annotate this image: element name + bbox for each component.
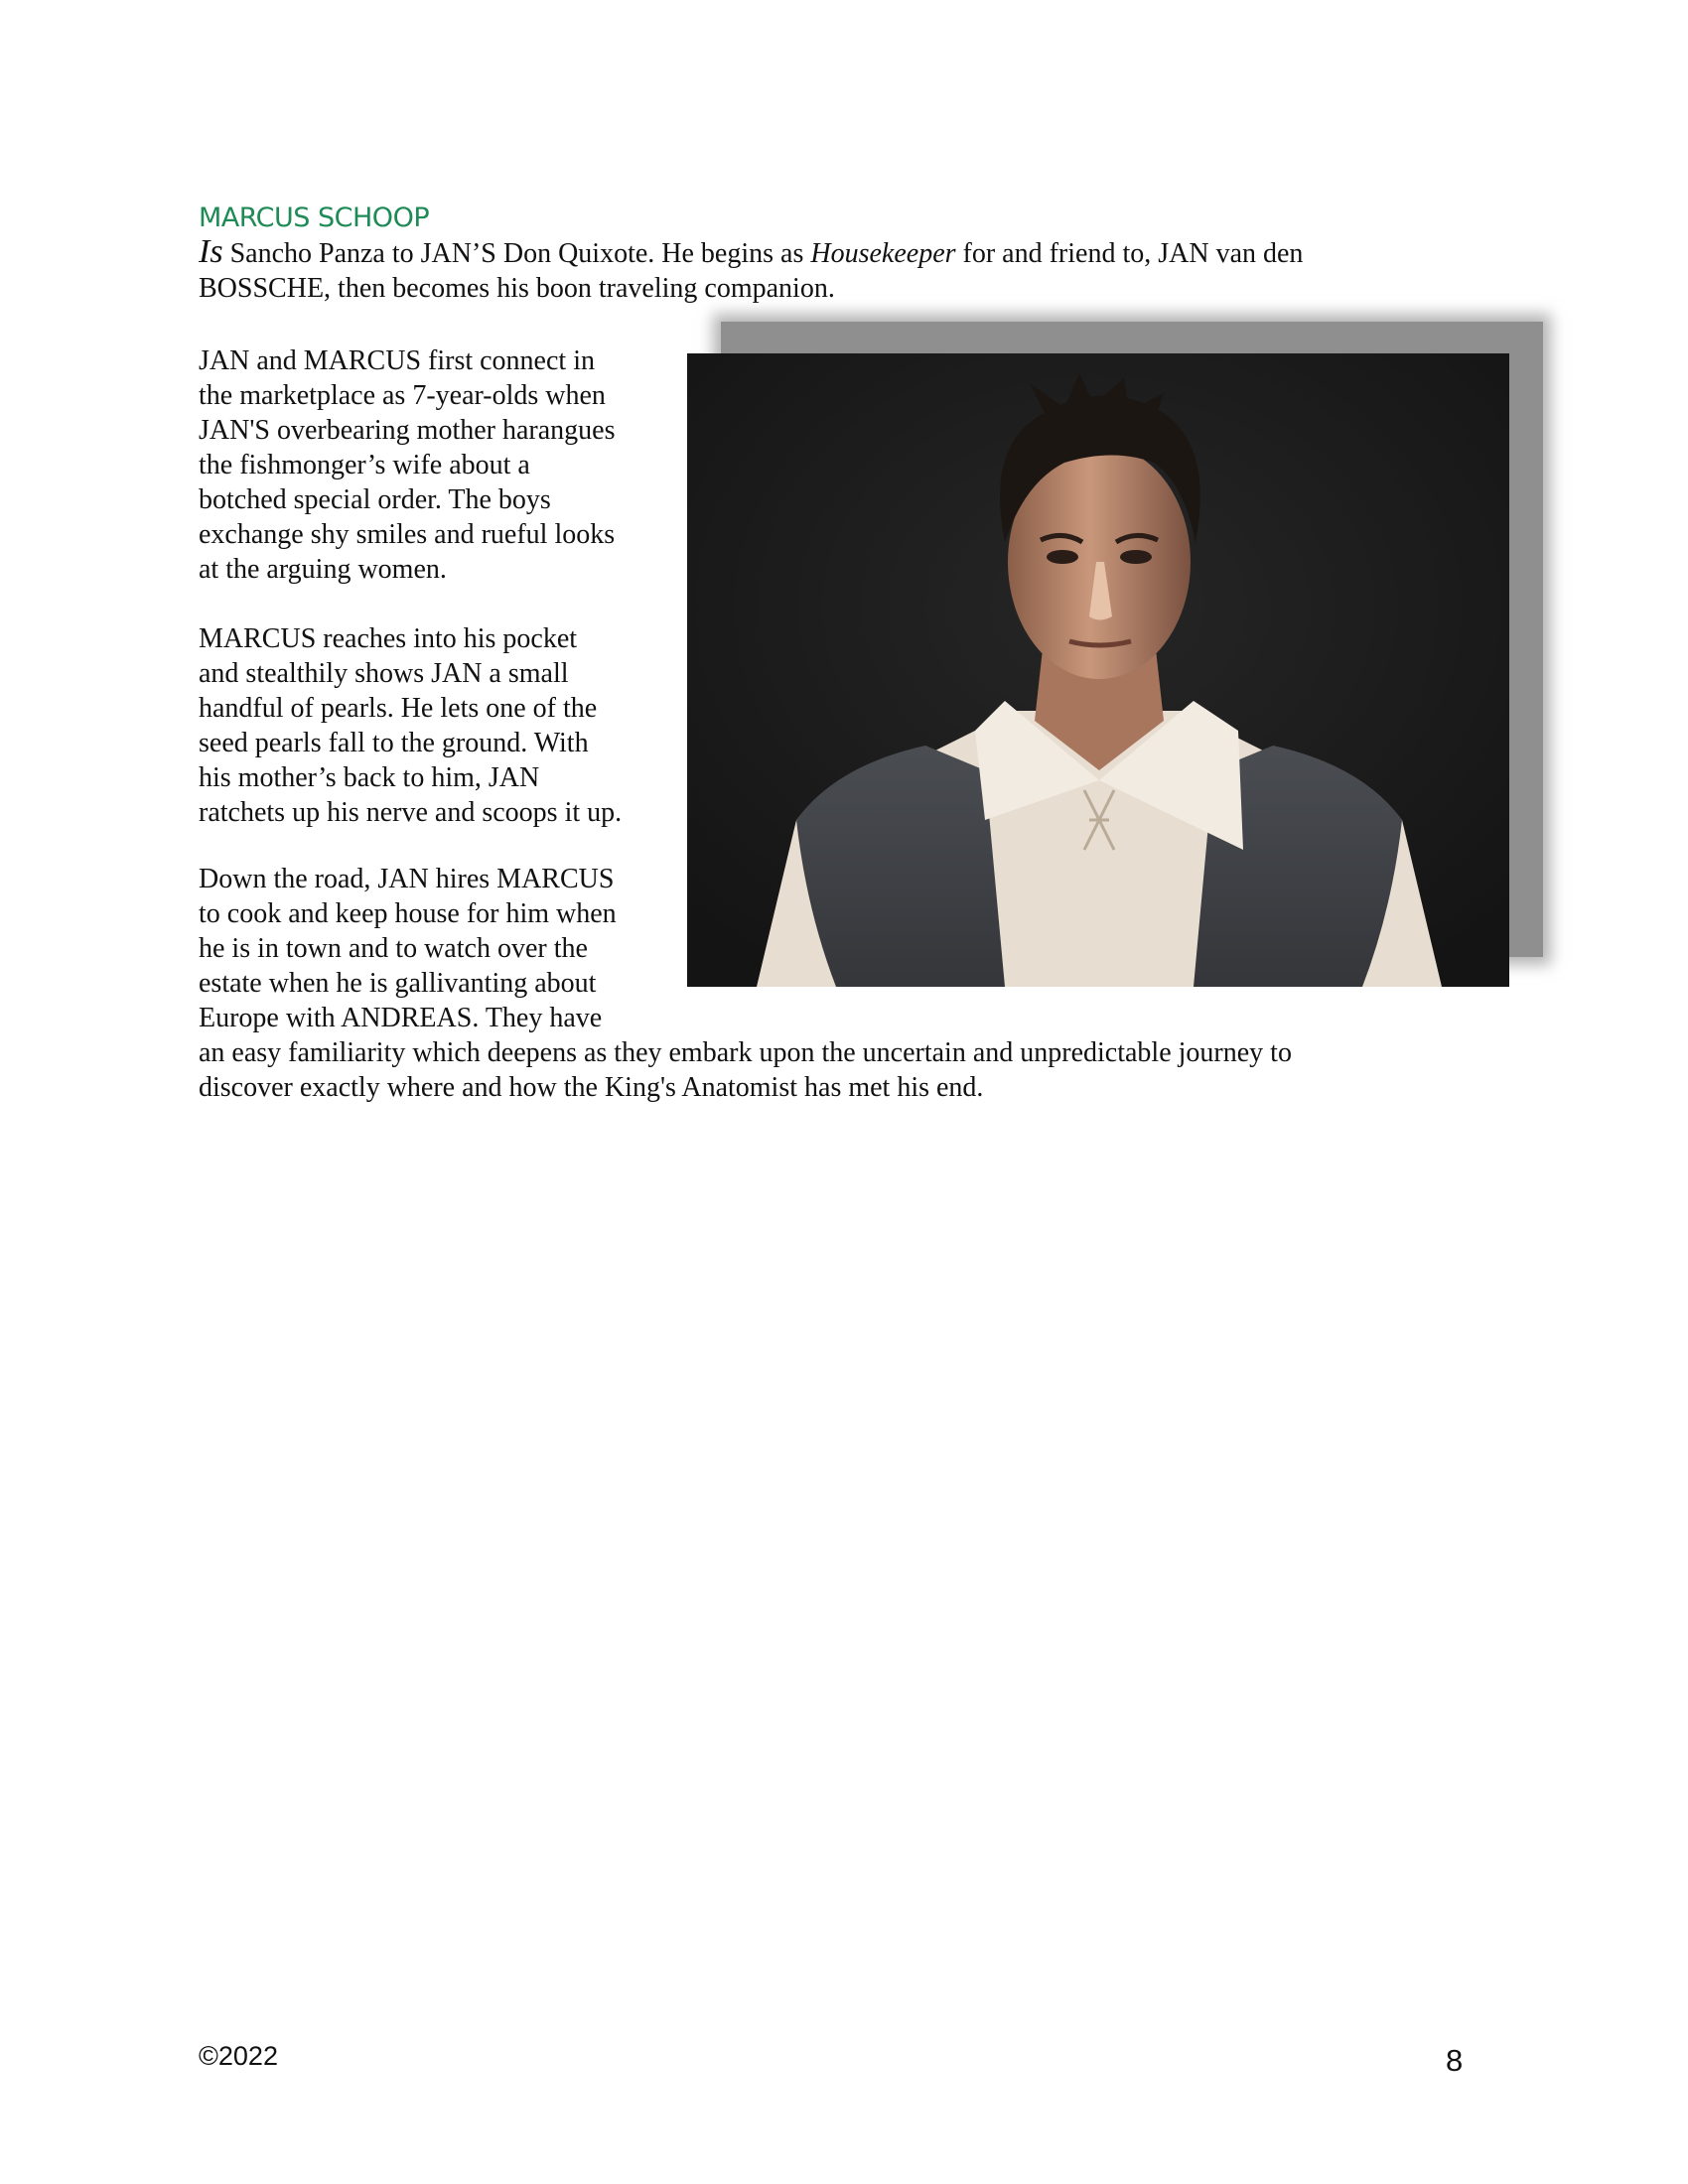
paragraph-line: an easy familiarity which deepens as they embark upon the uncertain and unpredictable journey to — [199, 1037, 1292, 1068]
character-heading: MARCUS SCHOOP — [199, 203, 430, 233]
intro-line-2: BOSSCHE, then becomes his boon traveling companion. — [199, 273, 835, 304]
paragraph-line: Europe with ANDREAS. They have — [199, 1003, 603, 1033]
intro-text-before: Sancho Panza to JAN’S Don Quixote. He begins as — [222, 238, 811, 269]
paragraph-line: his mother’s back to him, JAN — [199, 762, 540, 793]
paragraph-pearls — [199, 621, 665, 830]
intro-lead-word: Is — [199, 233, 223, 270]
paragraph-journey — [199, 1035, 1509, 1105]
portrait-illustration — [687, 353, 1509, 987]
paragraph-housekeeper — [199, 862, 665, 1035]
paragraph-marketplace — [199, 343, 665, 587]
intro-paragraph — [199, 234, 1489, 306]
paragraph-line: seed pearls fall to the ground. With — [199, 728, 589, 758]
footer-page-number: 8 — [1446, 2043, 1464, 2078]
paragraph-line: JAN'S overbearing mother harangues — [199, 415, 616, 446]
paragraph-line: handful of pearls. He lets one of the — [199, 693, 598, 724]
paragraph-line: Down the road, JAN hires MARCUS — [199, 864, 615, 894]
paragraph-line: ratchets up his nerve and scoops it up. — [199, 797, 623, 828]
intro-text-after: for and friend to, JAN van den — [955, 238, 1304, 269]
paragraph-line: he is in town and to watch over the — [199, 933, 588, 964]
paragraph-line: exchange shy smiles and rueful looks — [199, 519, 616, 550]
footer-copyright: ©2022 — [199, 2041, 278, 2071]
paragraph-line: estate when he is gallivanting about — [199, 968, 597, 999]
paragraph-line: to cook and keep house for him when — [199, 898, 617, 929]
portrait-photo — [687, 353, 1509, 987]
paragraph-line: discover exactly where and how the King's Anatomist has met his end. — [199, 1072, 984, 1103]
paragraph-line: and stealthily shows JAN a small — [199, 658, 569, 689]
paragraph-line: at the arguing women. — [199, 554, 447, 585]
intro-line-1 — [199, 234, 1489, 271]
paragraph-line: botched special order. The boys — [199, 484, 551, 515]
intro-italic-word: Housekeeper — [810, 238, 956, 269]
paragraph-line: the fishmonger’s wife about a — [199, 450, 530, 480]
paragraph-line: the marketplace as 7-year-olds when — [199, 380, 606, 411]
paragraph-line: JAN and MARCUS first connect in — [199, 345, 595, 376]
paragraph-line: MARCUS reaches into his pocket — [199, 623, 578, 654]
